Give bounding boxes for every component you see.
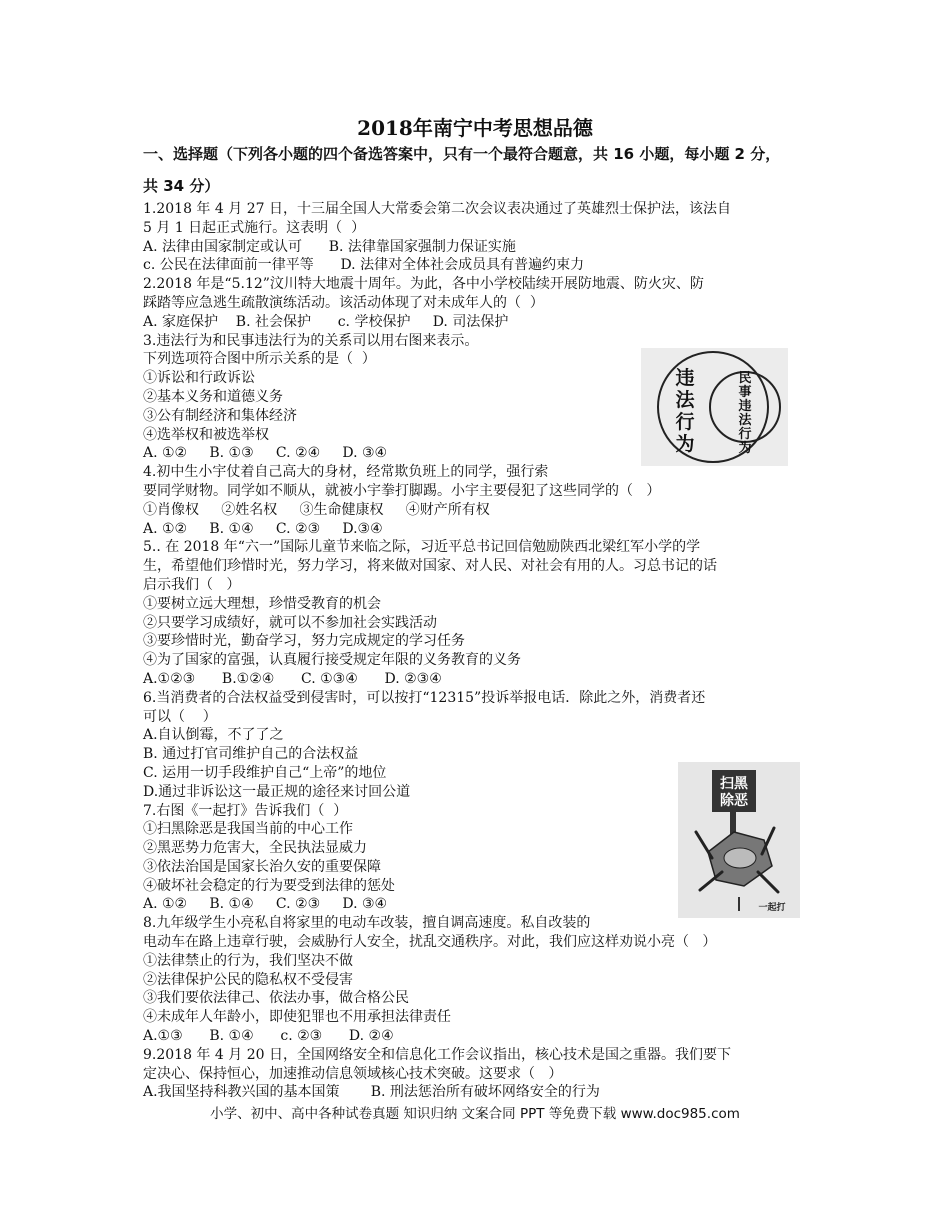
- text-line: 电动车在路上违章行驶，会威胁行人安全，扰乱交通秩序。对此，我们应这样劝说小亮（ ）: [143, 934, 717, 951]
- text-line: A.自认倒霉，不了了之: [143, 727, 284, 744]
- inner-circle-label: [738, 371, 752, 456]
- figure-label-char: 为: [738, 441, 752, 456]
- text-line: A. ①② B. ①④ C. ②③ D.③④: [143, 520, 383, 537]
- sign-label-line: 除恶: [720, 793, 748, 809]
- text-line: ②黑恶势力危害大，全民执法显威力: [143, 840, 367, 857]
- cartoon-figure: [678, 762, 800, 918]
- text-line: ③公有制经济和集体经济: [143, 407, 297, 424]
- text-line: 定决心、保持恒心，加速推动信息领域核心技术突破。这要求（ ）: [143, 1065, 563, 1082]
- text-line: 下列选项符合图中所示关系的是（ ）: [143, 351, 376, 368]
- text-line: ②基本义务和道德义务: [143, 388, 283, 405]
- text-line: 7.右图《一起打》告诉我们（ ）: [143, 802, 348, 819]
- text-line: 1.2018 年 4 月 27 日，十三届全国人大常委会第二次会议表决通过了英雄烈士保护法，该法自: [143, 201, 731, 217]
- figure-label-char: 为: [675, 433, 695, 455]
- figure-label-char: 法: [738, 413, 752, 428]
- text-line: A. ①② B. ①④ C. ②③ D. ③④: [143, 896, 388, 913]
- figure-label-char: 事: [738, 385, 752, 400]
- figure-label-char: 行: [738, 427, 752, 442]
- figure-label-char: 行: [675, 411, 695, 433]
- text-line: ①要树立远大理想，珍惜受教育的机会: [143, 595, 381, 612]
- text-line: 启示我们（ ）: [143, 576, 241, 593]
- text-line: ④破坏社会稳定的行为要受到法律的惩处: [143, 877, 395, 894]
- text-line: ①肖像权 ②姓名权 ③生命健康权 ④财产所有权: [143, 501, 490, 518]
- text-line: 生，希望他们珍惜时光，努力学习，将来做对国家、对人民、对社会有用的人。习总书记的话: [143, 558, 717, 575]
- section-heading-line-2: 共 34 分）: [143, 177, 220, 195]
- page-footer: 小学、初中、高中各种试卷真题 知识归纳 文案合同 PPT 等免费下载 www.doc985.com: [210, 1106, 740, 1122]
- text-line: ①诉讼和行政诉讼: [143, 370, 255, 387]
- question-body: [143, 200, 823, 1102]
- text-line: ①法律禁止的行为，我们坚决不做: [143, 952, 353, 969]
- figure-label-char: 违: [738, 399, 752, 414]
- text-line: B. 通过打官司维护自己的合法权益: [143, 746, 359, 763]
- text-line: A. 家庭保护 B. 社会保护 c. 学校保护 D. 司法保护: [143, 313, 509, 330]
- text-line: C. 运用一切手段维护自己“上帝”的地位: [143, 764, 387, 781]
- text-line: ④选举权和被选举权: [143, 426, 269, 443]
- text-line: 踩踏等应急逃生疏散演练活动。该活动体现了对未成年人的（ ）: [143, 294, 544, 311]
- text-line: ③我们要依法律己、依法办事，做合格公民: [143, 990, 409, 1007]
- text-line: 8.九年级学生小亮私自将家里的电动车改装，擅自调高速度。私自改装的: [143, 915, 591, 932]
- text-line: 6.当消费者的合法权益受到侵害时，可以按打“12315”投诉举报电话．除此之外，消费者还: [143, 689, 706, 706]
- text-line: 5.. 在 2018 年“六一”国际儿童节来临之际，习近平总书记回信勉励陕西北梁红军小学的学: [143, 539, 701, 556]
- text-line: ③要珍惜时光，勤奋学习，努力完成规定的学习任务: [143, 633, 465, 650]
- text-line: 要同学财物。同学如不顺从，就被小宇拳打脚踢。小宇主要侵犯了这些同学的（ ）: [143, 482, 661, 499]
- text-line: A.①②③ B.①②④ C. ①③④ D. ②③④: [143, 670, 442, 687]
- text-line: 可以（ ）: [143, 708, 217, 725]
- text-line: ④为了国家的富强，认真履行接受规定年限的义务教育的义务: [143, 652, 521, 669]
- sign-label-line: 扫黑: [720, 776, 748, 792]
- text-line: A.我国坚持科教兴国的基本国策 B. 刑法惩治所有破坏网络安全的行为: [143, 1084, 600, 1101]
- section-heading-line-1: 一、选择题（下列各小题的四个备选答案中，只有一个最符合题意，共 16 小题，每小题 2 分，: [143, 145, 781, 163]
- section-heading: [143, 138, 823, 202]
- figure-label-char: 违: [675, 367, 695, 389]
- outer-circle-label: [675, 366, 695, 455]
- text-line: A.①③ B. ①④ c. ②③ D. ②④: [143, 1028, 394, 1045]
- figure-label-char: 法: [675, 389, 695, 411]
- text-line: A. 法律由国家制定或认可 B. 法律靠国家强制力保证实施: [143, 238, 516, 255]
- text-line: ③依法治国是国家长治久安的重要保障: [143, 858, 381, 875]
- text-line: ①扫黑除恶是我国当前的中心工作: [143, 821, 353, 838]
- venn-diagram: [641, 348, 788, 466]
- page-title: 2018年南宁中考思想品德: [357, 116, 593, 140]
- text-line: A. ①② B. ①③ C. ②④ D. ③④: [143, 445, 388, 462]
- text-line: 9.2018 年 4 月 20 日，全国网络安全和信息化工作会议指出，核心技术是国之重器。我们要下: [143, 1046, 731, 1063]
- text-line: ②法律保护公民的隐私权不受侵害: [143, 971, 353, 988]
- text-line: c. 公民在法律面前一律平等 D. 法律对全体社会成员具有普遍约束力: [143, 257, 585, 274]
- figure-label-char: 民: [738, 371, 752, 386]
- cartoon-caption: 一起打: [758, 903, 786, 913]
- cartoon-illustration: [678, 762, 800, 918]
- text-line: D.通过非诉讼这一最正规的途径来讨回公道: [143, 783, 411, 800]
- text-line: 2.2018 年是“5.12”汶川特大地震十周年。为此，各中小学校陆续开展防地震、防火灾、防: [143, 276, 704, 293]
- text-line: 4.初中生小宇仗着自己高大的身材，经常欺负班上的同学，强行索: [143, 464, 549, 481]
- text-line: ④未成年人年龄小，即使犯罪也不用承担法律责任: [143, 1009, 451, 1026]
- text-line: ②只要学习成绩好，就可以不参加社会实践活动: [143, 614, 437, 631]
- text-line: 3.违法行为和民事违法行为的关系司以用右图来表示。: [143, 332, 479, 349]
- venn-diagram-figure: [641, 348, 788, 466]
- text-line: 5 月 1 日起正式施行。这表明（ ）: [143, 219, 366, 236]
